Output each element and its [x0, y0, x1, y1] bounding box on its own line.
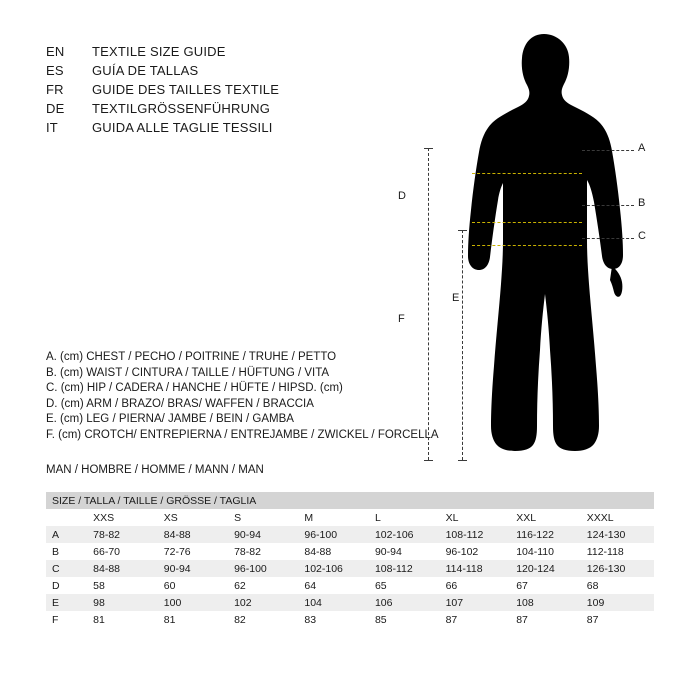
language-title: TEXTILE SIZE GUIDE [92, 44, 226, 59]
language-code: IT [46, 120, 58, 135]
cell: 66-70 [89, 543, 160, 560]
header-xs: XS [160, 509, 230, 526]
cell: 84-88 [300, 543, 371, 560]
measure-line-a [472, 173, 582, 174]
language-row [46, 120, 376, 139]
table-title-row [46, 492, 654, 509]
cell: 116-122 [512, 526, 583, 543]
leader-line-a [582, 150, 634, 151]
header-corner [46, 509, 89, 526]
cell: 84-88 [89, 560, 160, 577]
cell: 100 [160, 594, 230, 611]
cell: 102-106 [371, 526, 442, 543]
measure-line-b [472, 222, 582, 223]
cell: 106 [371, 594, 442, 611]
dimension-line-e [462, 230, 463, 460]
legend-item-d: D. (cm) ARM / BRAZO/ BRAS/ WAFFEN / BRACCIA [46, 397, 314, 410]
language-row [46, 101, 376, 120]
row-label: B [46, 543, 89, 560]
cell: 84-88 [160, 526, 230, 543]
legend-item-f: F. (cm) CROTCH/ ENTREPIERNA / ENTREJAMBE / ZWICKEL / FORCELLA [46, 428, 439, 441]
header-s: S [230, 509, 300, 526]
cell: 104 [300, 594, 371, 611]
cell: 90-94 [160, 560, 230, 577]
legend-item-e: E. (cm) LEG / PIERNA/ JAMBE / BEIN / GAMBA [46, 413, 294, 425]
leader-line-b [582, 205, 634, 206]
cell: 62 [230, 577, 300, 594]
cell: 96-100 [230, 560, 300, 577]
table-row [46, 611, 654, 628]
cell: 81 [89, 611, 160, 628]
cell: 112-118 [583, 543, 654, 560]
cell: 83 [300, 611, 371, 628]
language-code: ES [46, 63, 64, 78]
gender-label: MAN / HOMBRE / HOMME / MANN / MAN [46, 464, 264, 476]
cell: 114-118 [442, 560, 513, 577]
cell: 102-106 [300, 560, 371, 577]
table-row [46, 560, 654, 577]
cell: 126-130 [583, 560, 654, 577]
cell: 90-94 [371, 543, 442, 560]
marker-label-c: C [638, 230, 646, 242]
header-xxl: XXL [512, 509, 583, 526]
cell: 107 [442, 594, 513, 611]
cell: 72-76 [160, 543, 230, 560]
cell: 98 [89, 594, 160, 611]
leader-line-c [582, 238, 634, 239]
cell: 108-112 [371, 560, 442, 577]
language-title: TEXTILGRÖSSENFÜHRUNG [92, 101, 271, 116]
cell: 81 [160, 611, 230, 628]
cell: 96-102 [442, 543, 513, 560]
table-row [46, 543, 654, 560]
body-figure [400, 30, 670, 480]
cell: 109 [583, 594, 654, 611]
header-m: M [300, 509, 371, 526]
marker-label-f: F [398, 313, 405, 325]
legend-item-c: C. (cm) HIP / CADERA / HANCHE / HÜFTE / HIPSD. (cm) [46, 382, 343, 394]
row-label: F [46, 611, 89, 628]
marker-label-e: E [452, 292, 460, 304]
cell: 85 [371, 611, 442, 628]
cell: 108-112 [442, 526, 513, 543]
cell: 87 [512, 611, 583, 628]
table-title: SIZE / TALLA / TAILLE / GRÖSSE / TAGLIA [46, 492, 654, 509]
marker-label-a: A [638, 142, 646, 154]
dimension-cap-d-top [424, 148, 433, 149]
language-title-block [46, 44, 376, 139]
cell: 78-82 [230, 543, 300, 560]
row-label: D [46, 577, 89, 594]
cell: 124-130 [583, 526, 654, 543]
language-code: FR [46, 82, 64, 97]
language-row [46, 63, 376, 82]
language-title: GUIDA ALLE TAGLIE TESSILI [92, 120, 273, 135]
legend-item-b: B. (cm) WAIST / CINTURA / TAILLE / HÜFTUNG / VITA [46, 366, 330, 379]
language-row [46, 82, 376, 101]
cell: 102 [230, 594, 300, 611]
cell: 78-82 [89, 526, 160, 543]
header-xl: XL [442, 509, 513, 526]
legend-item-a: A. (cm) CHEST / PECHO / POITRINE / TRUHE / PETTO [46, 351, 337, 363]
marker-label-b: B [638, 197, 646, 209]
cell: 68 [583, 577, 654, 594]
measure-line-c [472, 245, 582, 246]
row-label: C [46, 560, 89, 577]
cell: 90-94 [230, 526, 300, 543]
cell: 58 [89, 577, 160, 594]
header-xxxl: XXXL [583, 509, 654, 526]
cell: 60 [160, 577, 230, 594]
table-row [46, 594, 654, 611]
cell: 120-124 [512, 560, 583, 577]
cell: 96-100 [300, 526, 371, 543]
cell: 104-110 [512, 543, 583, 560]
table-row [46, 526, 654, 543]
cell: 65 [371, 577, 442, 594]
dimension-cap-f-bottom [458, 460, 467, 461]
cell: 82 [230, 611, 300, 628]
cell: 64 [300, 577, 371, 594]
cell: 87 [583, 611, 654, 628]
table-row [46, 577, 654, 594]
cell: 67 [512, 577, 583, 594]
language-title: GUÍA DE TALLAS [92, 63, 199, 78]
row-label: A [46, 526, 89, 543]
table-header-row [46, 509, 654, 526]
cell: 87 [442, 611, 513, 628]
dimension-cap-d-bottom [424, 460, 433, 461]
size-table [46, 492, 654, 628]
language-code: DE [46, 101, 65, 116]
cell: 66 [442, 577, 513, 594]
language-code: EN [46, 44, 65, 59]
language-row [46, 44, 376, 63]
language-title: GUIDE DES TAILLES TEXTILE [92, 82, 280, 97]
header-l: L [371, 509, 442, 526]
header-xxs: XXS [89, 509, 160, 526]
cell: 108 [512, 594, 583, 611]
marker-label-d: D [398, 190, 406, 202]
dimension-line-d [428, 148, 429, 460]
row-label: E [46, 594, 89, 611]
